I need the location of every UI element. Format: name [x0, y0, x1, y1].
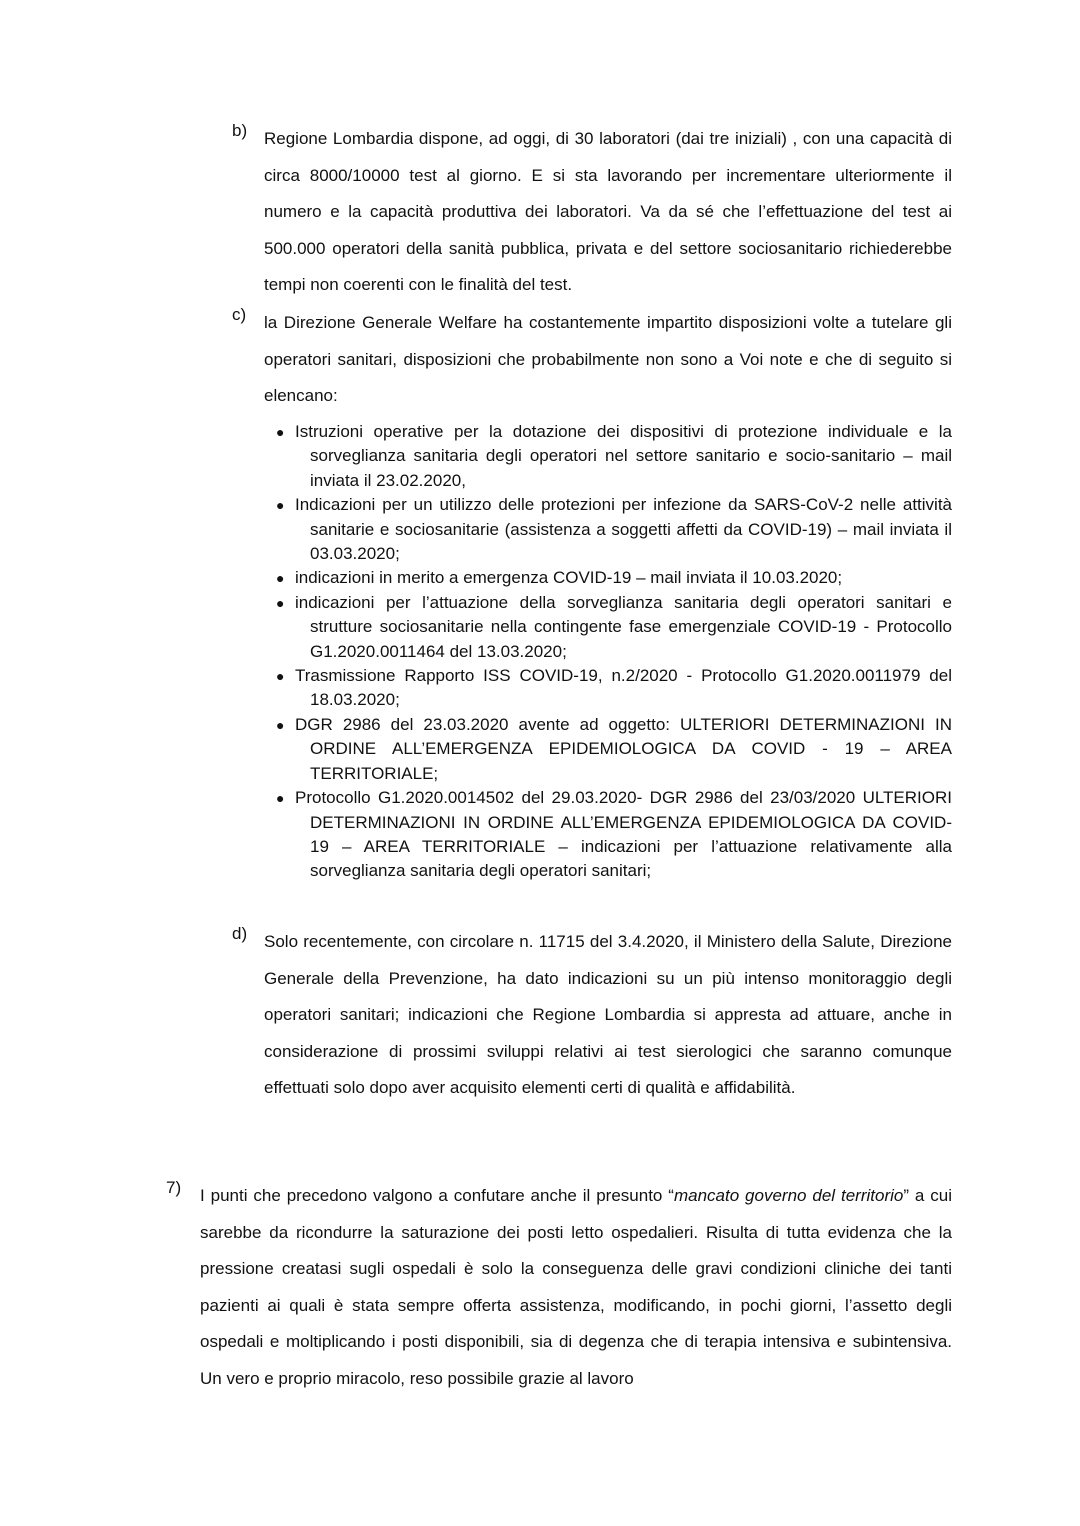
- bullet-item: ● Trasmissione Rapporto ISS COVID-19, n.2/2020 - Protocollo G1.2020.0011979 del 18.03.2020;: [276, 666, 952, 710]
- list-marker-7: 7): [166, 1178, 182, 1197]
- disposizioni-list: [276, 420, 952, 884]
- bullet-icon: ●: [276, 716, 285, 733]
- bullet-item: ● indicazioni in merito a emergenza COVID-19 – mail inviata il 10.03.2020;: [276, 566, 952, 590]
- paragraph-b: Regione Lombardia dispone, ad oggi, di 30 laboratori (dai tre iniziali) , con una capacità di circa 8000/10000 test al giorno. E si sta lavorando per incrementare ulteriormente il numero e la capacità produttiva dei laboratori. Va da sé che l’effettuazione del test ai 500.000 operatori della sanità pubblica, privata e del settore sociosanitario richiederebbe tempi non coerenti con le finalità del test.: [264, 129, 952, 294]
- list-item-b: [232, 121, 952, 304]
- italic-quote: mancato governo del territorio: [673, 1186, 904, 1205]
- list-item-d: [232, 924, 952, 1107]
- bullet-item: ● indicazioni per l’attuazione della sorveglianza sanitaria degli operatori sanitari e strutture sociosanitarie nella contingente fase emergenziale COVID-19 - Protocollo G1.2020.0011464 del 13.03.2020;: [276, 592, 952, 661]
- bullet-icon: ●: [276, 424, 285, 440]
- bullet-item: ● Protocollo G1.2020.0014502 del 29.03.2020- DGR 2986 del 23/03/2020 ULTERIORI DETERMINAZIONI IN ORDINE ALL’EMERGENZA EPIDEMIOLOGICA DA COVID-19 – AREA TERRITORIALE – indicazioni per l’attuazione relativamente alla sorveglianza sanitaria degli operatori sanitari;: [276, 788, 952, 881]
- bullet-item: ● DGR 2986 del 23.03.2020 avente ad oggetto: ULTERIORI DETERMINAZIONI IN ORDINE ALL’EMERGENZA EPIDEMIOLOGICA DA COVID - 19 – AREA TERRITORIALE;: [276, 714, 952, 783]
- paragraph-c: la Direzione Generale Welfare ha costantemente impartito disposizioni volte a tutelare gli operatori sanitari, disposizioni che probabilmente non sono a Voi note e che di seguito si elencano:: [264, 313, 952, 405]
- list-item-7: [166, 1178, 952, 1398]
- list-marker-c: c): [232, 305, 247, 324]
- paragraph-d: Solo recentemente, con circolare n. 11715 del 3.4.2020, il Ministero della Salute, Direzione Generale della Prevenzione, ha dato indicazioni su un più intenso monitoraggio degli operatori sanitari; indicazioni che Regione Lombardia si appresta ad attuare, anche in considerazione di prossimi sviluppi relativi ai test sierologici che saranno comunque effettuati solo dopo aver acquisito elementi certi di qualità e affidabilità.: [264, 932, 952, 1097]
- list-marker-b: b): [232, 121, 248, 140]
- bullet-icon: ●: [276, 497, 285, 514]
- paragraph-7: I punti che precedono valgono a confutare anche il presunto “mancato governo del territorio” a cui sarebbe da ricondurre la saturazione dei posti letto ospedalieri. Risulta di tutta evidenza che la pressione creatasi sugli ospedali è solo la conseguenza delle gravi condizioni cliniche dei tanti pazienti ai quali è stata sempre offerta assistenza, modificando, in pochi giorni, l’assetto degli ospedali e moltiplicando i posti disponibili, sia di degenza che di terapia intensiva e subintensiva. Un vero e proprio miracolo, reso possibile grazie al lavoro: [200, 1186, 952, 1388]
- bullet-item: ● Indicazioni per un utilizzo delle protezioni per infezione da SARS-CoV-2 nelle attività sanitarie e sociosanitarie (assistenza a soggetti affetti da COVID-19) – mail inviata il 03.03.2020;: [276, 495, 952, 564]
- bullet-item: ● Istruzioni operative per la dotazione dei dispositivi di protezione individuale e la sorveglianza sanitaria degli operatori nel settore sanitario e socio-sanitario – mail inviata il 23.02.2020,: [276, 422, 952, 490]
- list-item-c: [232, 305, 952, 415]
- bullet-icon: ●: [276, 570, 285, 587]
- list-marker-d: d): [232, 924, 248, 943]
- bullet-icon: ●: [276, 790, 285, 807]
- bullet-icon: ●: [276, 668, 285, 685]
- bullet-icon: ●: [276, 594, 285, 611]
